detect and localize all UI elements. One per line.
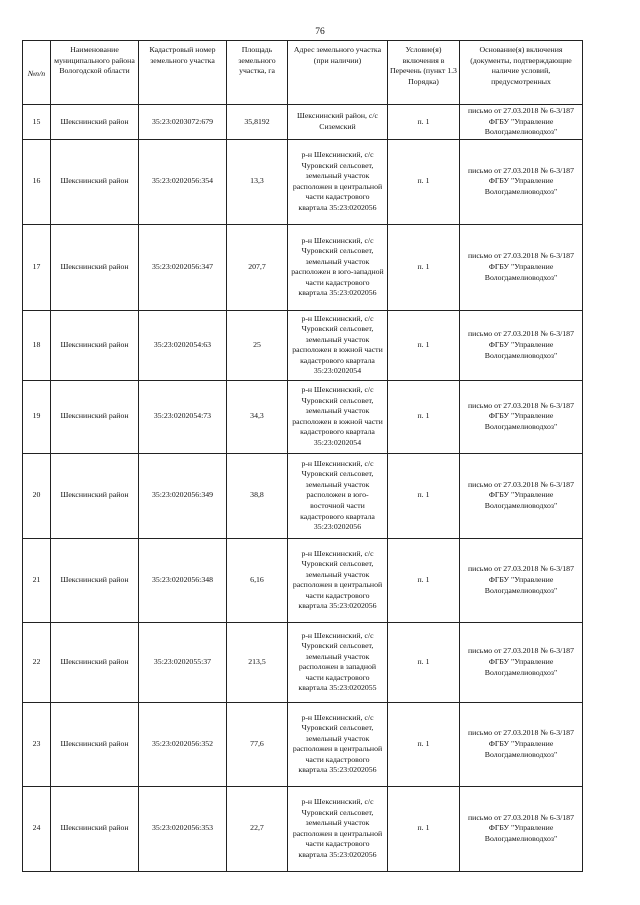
row-condition: п. 1 bbox=[388, 622, 460, 702]
row-cadastral-number: 35:23:0202056:354 bbox=[139, 139, 227, 224]
row-area: 13,3 bbox=[227, 139, 288, 224]
table-row bbox=[23, 453, 583, 538]
row-district: Шекснинский район bbox=[51, 702, 139, 786]
row-area: 38,8 bbox=[227, 453, 288, 538]
header-district: Наименование муниципального района Вологодской области bbox=[51, 41, 139, 105]
row-basis: письмо от 27.03.2018 № 6-3/187 ФГБУ "Управление Вологдамелиоводхоз" bbox=[460, 786, 583, 871]
row-basis: письмо от 27.03.2018 № 6-3/187 ФГБУ "Управление Вологдамелиоводхоз" bbox=[460, 310, 583, 380]
row-cadastral-number: 35:23:0202055:37 bbox=[139, 622, 227, 702]
row-cadastral-number: 35:23:0202056:347 bbox=[139, 224, 227, 310]
row-area: 207,7 bbox=[227, 224, 288, 310]
row-number: 22 bbox=[23, 622, 51, 702]
row-number: 24 bbox=[23, 786, 51, 871]
row-district: Шекснинский район bbox=[51, 310, 139, 380]
row-district: Шекснинский район bbox=[51, 538, 139, 622]
row-condition: п. 1 bbox=[388, 105, 460, 140]
table-row bbox=[23, 139, 583, 224]
row-district: Шекснинский район bbox=[51, 224, 139, 310]
row-cadastral-number: 35:23:0202054:63 bbox=[139, 310, 227, 380]
row-district: Шекснинский район bbox=[51, 139, 139, 224]
header-address: Адрес земельного участка (при наличии) bbox=[288, 41, 388, 105]
row-basis: письмо от 27.03.2018 № 6-3/187 ФГБУ "Управление Вологдамелиоводхоз" bbox=[460, 622, 583, 702]
table-row bbox=[23, 538, 583, 622]
header-cadastral: Кадастровый номер земельного участка bbox=[139, 41, 227, 105]
row-basis: письмо от 27.03.2018 № 6-3/187 ФГБУ "Управление Вологдамелиоводхоз" bbox=[460, 224, 583, 310]
row-condition: п. 1 bbox=[388, 139, 460, 224]
table-row bbox=[23, 786, 583, 871]
row-address: Шекснинский район, с/с Сиземский bbox=[288, 105, 388, 140]
row-district: Шекснинский район bbox=[51, 786, 139, 871]
row-district: Шекснинский район bbox=[51, 380, 139, 453]
row-condition: п. 1 bbox=[388, 453, 460, 538]
header-num: №п/п bbox=[23, 41, 51, 105]
row-address: р-н Шекснинский, с/с Чуровский сельсовет, земельный участок расположен в южной части кадастрового квартала 35:23:0202054 bbox=[288, 310, 388, 380]
row-area: 22,7 bbox=[227, 786, 288, 871]
row-cadastral-number: 35:23:0203072:679 bbox=[139, 105, 227, 140]
row-address: р-н Шекснинский, с/с Чуровский сельсовет, земельный участок расположен в центральной части кадастрового квартала 35:23:0202056 bbox=[288, 538, 388, 622]
table-row bbox=[23, 622, 583, 702]
row-number: 23 bbox=[23, 702, 51, 786]
row-number: 15 bbox=[23, 105, 51, 140]
row-address: р-н Шекснинский, с/с Чуровский сельсовет, земельный участок расположен в центральной части кадастрового квартала 35:23:0202056 bbox=[288, 702, 388, 786]
row-condition: п. 1 bbox=[388, 380, 460, 453]
row-condition: п. 1 bbox=[388, 702, 460, 786]
row-cadastral-number: 35:23:0202056:352 bbox=[139, 702, 227, 786]
row-number: 17 bbox=[23, 224, 51, 310]
header-area: Площадь земельного участка, га bbox=[227, 41, 288, 105]
row-condition: п. 1 bbox=[388, 538, 460, 622]
row-number: 18 bbox=[23, 310, 51, 380]
row-area: 6,16 bbox=[227, 538, 288, 622]
row-district: Шекснинский район bbox=[51, 105, 139, 140]
row-district: Шекснинский район bbox=[51, 453, 139, 538]
row-area: 35,8192 bbox=[227, 105, 288, 140]
table-row bbox=[23, 702, 583, 786]
table-row bbox=[23, 224, 583, 310]
row-basis: письмо от 27.03.2018 № 6-3/187 ФГБУ "Управление Вологдамелиоводхоз" bbox=[460, 105, 583, 140]
page-number: 76 bbox=[315, 27, 325, 37]
row-number: 19 bbox=[23, 380, 51, 453]
header-condition: Условие(я) включения в Перечень (пункт 1.3 Порядка) bbox=[388, 41, 460, 105]
row-basis: письмо от 27.03.2018 № 6-3/187 ФГБУ "Управление Вологдамелиоводхоз" bbox=[460, 139, 583, 224]
row-area: 213,5 bbox=[227, 622, 288, 702]
row-cadastral-number: 35:23:0202056:353 bbox=[139, 786, 227, 871]
row-address: р-н Шекснинский, с/с Чуровский сельсовет, земельный участок расположен в центральной части кадастрового квартала 35:23:0202056 bbox=[288, 786, 388, 871]
table-row bbox=[23, 105, 583, 140]
row-cadastral-number: 35:23:0202054:73 bbox=[139, 380, 227, 453]
row-area: 34,3 bbox=[227, 380, 288, 453]
row-condition: п. 1 bbox=[388, 310, 460, 380]
row-address: р-н Шекснинский, с/с Чуровский сельсовет, земельный участок расположен в юго-восточной части кадастрового квартала 35:23:0202056 bbox=[288, 453, 388, 538]
row-cadastral-number: 35:23:0202056:348 bbox=[139, 538, 227, 622]
row-cadastral-number: 35:23:0202056:349 bbox=[139, 453, 227, 538]
row-district: Шекснинский район bbox=[51, 622, 139, 702]
row-address: р-н Шекснинский, с/с Чуровский сельсовет, земельный участок расположен в южной части кадастрового квартала 35:23:0202054 bbox=[288, 380, 388, 453]
row-condition: п. 1 bbox=[388, 786, 460, 871]
row-address: р-н Шекснинский, с/с Чуровский сельсовет, земельный участок расположен в западной части кадастрового квартала 35:23:0202055 bbox=[288, 622, 388, 702]
land-plots-table bbox=[22, 40, 583, 872]
row-basis: письмо от 27.03.2018 № 6-3/187 ФГБУ "Управление Вологдамелиоводхоз" bbox=[460, 538, 583, 622]
row-area: 25 bbox=[227, 310, 288, 380]
row-basis: письмо от 27.03.2018 № 6-3/187 ФГБУ "Управление Вологдамелиоводхоз" bbox=[460, 380, 583, 453]
table-row bbox=[23, 310, 583, 380]
row-address: р-н Шекснинский, с/с Чуровский сельсовет, земельный участок расположен в центральной части кадастрового квартала 35:23:0202056 bbox=[288, 139, 388, 224]
table-header-row bbox=[23, 41, 583, 105]
row-number: 21 bbox=[23, 538, 51, 622]
row-basis: письмо от 27.03.2018 № 6-3/187 ФГБУ "Управление Вологдамелиоводхоз" bbox=[460, 702, 583, 786]
row-basis: письмо от 27.03.2018 № 6-3/187 ФГБУ "Управление Вологдамелиоводхоз" bbox=[460, 453, 583, 538]
row-area: 77,6 bbox=[227, 702, 288, 786]
row-number: 20 bbox=[23, 453, 51, 538]
table-row bbox=[23, 380, 583, 453]
row-address: р-н Шекснинский, с/с Чуровский сельсовет, земельный участок расположен в юго-западной части кадастрового квартала 35:23:0202056 bbox=[288, 224, 388, 310]
row-condition: п. 1 bbox=[388, 224, 460, 310]
row-number: 16 bbox=[23, 139, 51, 224]
header-basis: Основание(я) включения (документы, подтверждающие наличие условий, предусмотренных bbox=[460, 41, 583, 105]
